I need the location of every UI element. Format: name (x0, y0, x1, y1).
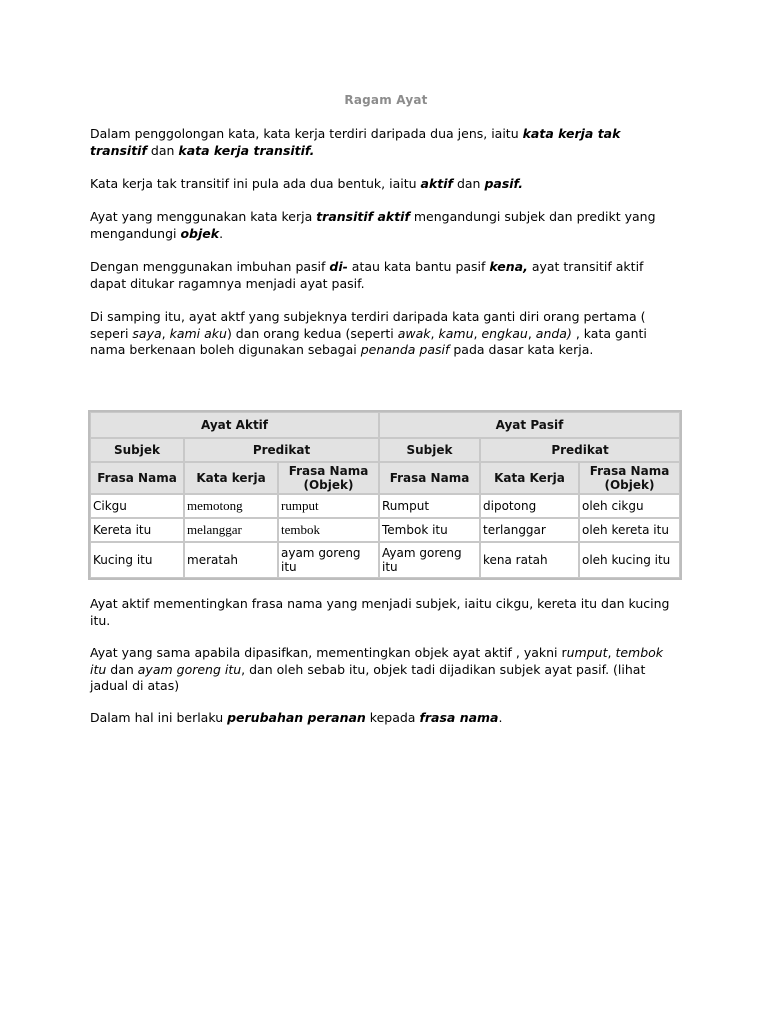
paragraph-transitive-active (90, 209, 675, 242)
paragraph-word-classes (90, 126, 675, 159)
text: Dengan menggunakan imbuhan pasif (90, 259, 330, 274)
table-cell: oleh cikgu (579, 494, 680, 518)
table-cell: melanggar (184, 518, 278, 542)
emphasis: penanda pasif (360, 342, 450, 357)
text: kepada (365, 710, 420, 725)
text: , (430, 325, 439, 341)
emphasis: saya (132, 325, 162, 341)
text: mengandungi subjek dan predikt yang mengandungi (90, 209, 656, 241)
table-row (90, 542, 680, 578)
text: . (219, 225, 224, 241)
paragraph-pronouns (90, 309, 675, 359)
text: Ayat yang sama apabila dipasifkan, mementingkan objek ayat aktif , yakni r (90, 645, 567, 660)
emphasis: frasa nama (419, 710, 499, 725)
table-cell: ayam goreng itu (278, 542, 379, 578)
paragraph-passive-emphasis (90, 645, 675, 695)
header-frasa-nama: Frasa Nama (90, 462, 184, 494)
text: Kata kerja tak transitif ini pula ada dua bentuk, iaitu (90, 176, 421, 191)
text: , (473, 325, 482, 341)
header-ayat-aktif: Ayat Aktif (90, 412, 379, 438)
emphasis: engkau (481, 325, 528, 341)
text: ayat transitif aktif dapat ditukar ragamnya menjadi ayat pasif. (90, 259, 644, 291)
text: Di samping itu, ayat aktf yang subjeknya terdiri daripada kata ganti diri orang pertama ( seperi (90, 309, 646, 341)
emphasis: aktif (420, 176, 453, 191)
header-kata-kerja: Kata kerja (184, 462, 278, 494)
active-passive-table (88, 410, 682, 580)
emphasis: objek (180, 225, 220, 241)
table-cell: terlanggar (480, 518, 579, 542)
text: Ayat aktif mementingkan frasa nama yang menjadi subjek, iaitu cikgu, kereta itu dan kucing itu. (90, 596, 670, 628)
text: , (607, 645, 616, 660)
text: ) dan orang kedua (seperti (226, 325, 398, 341)
text: Dalam hal ini berlaku (90, 710, 228, 725)
header-frasa-nama: Frasa Nama (379, 462, 480, 494)
table-header-row (90, 438, 680, 462)
emphasis: awak (397, 325, 431, 341)
table-cell: Ayam goreng itu (379, 542, 480, 578)
emphasis: ayam goreng itu (137, 661, 242, 677)
text: , (527, 325, 536, 341)
text: dan (146, 142, 179, 158)
text: . (498, 710, 503, 725)
header-frasa-nama-objek: Frasa Nama (Objek) (278, 462, 379, 494)
text: Ayat yang menggunakan kata kerja (90, 209, 317, 224)
table-cell: meratah (184, 542, 278, 578)
paragraph-two-forms (90, 176, 675, 193)
table-header-row (90, 412, 680, 438)
text: pada dasar kata kerja. (449, 342, 594, 357)
table-cell: Cikgu (90, 494, 184, 518)
table-cell: rumput (278, 494, 379, 518)
table-cell: memotong (184, 494, 278, 518)
text: dan (106, 661, 138, 677)
header-subjek: Subjek (90, 438, 184, 462)
table-cell: oleh kereta itu (579, 518, 680, 542)
emphasis: perubahan peranan (227, 710, 366, 725)
emphasis: tembok itu (90, 645, 664, 677)
emphasis: kamu (438, 325, 474, 341)
header-frasa-nama-objek: Frasa Nama (Objek) (579, 462, 680, 494)
table-row (90, 494, 680, 518)
emphasis: kata kerja tak transitif (90, 126, 621, 158)
document-title: Ragam Ayat (344, 93, 428, 107)
emphasis: kata kerja transitif. (178, 142, 315, 158)
header-subjek: Subjek (379, 438, 480, 462)
table-header-row (90, 462, 680, 494)
table-cell: kena ratah (480, 542, 579, 578)
header-predikat: Predikat (480, 438, 680, 462)
header-kata-kerja: Kata Kerja (480, 462, 579, 494)
emphasis: anda) (535, 325, 572, 341)
emphasis: pasif. (484, 176, 524, 191)
text: , dan oleh sebab itu, objek tadi dijadikan subjek ayat pasif. (lihat jadual di atas) (90, 661, 646, 693)
emphasis: kami aku (169, 325, 227, 341)
table-cell: tembok (278, 518, 379, 542)
paragraph-role-change (90, 710, 675, 727)
text: dan (452, 176, 485, 191)
table-cell: Kucing itu (90, 542, 184, 578)
table-cell: Tembok itu (379, 518, 480, 542)
emphasis: transitif aktif (316, 209, 410, 224)
paragraph-active-emphasis (90, 596, 675, 629)
emphasis: kena, (489, 259, 528, 274)
emphasis: umput (566, 645, 608, 660)
text: , kata ganti nama berkenaan boleh digunakan sebagai (90, 325, 647, 357)
header-predikat: Predikat (184, 438, 379, 462)
paragraph-passive-affix (90, 259, 675, 292)
table-cell: dipotong (480, 494, 579, 518)
text: , (161, 325, 170, 341)
header-ayat-pasif: Ayat Pasif (379, 412, 680, 438)
table-cell: Kereta itu (90, 518, 184, 542)
emphasis: di- (329, 259, 348, 274)
table-cell: Rumput (379, 494, 480, 518)
text: atau kata bantu pasif (347, 259, 490, 274)
table-row (90, 518, 680, 542)
text: Dalam penggolongan kata, kata kerja terdiri daripada dua jens, iaitu (90, 126, 523, 141)
table-cell: oleh kucing itu (579, 542, 680, 578)
